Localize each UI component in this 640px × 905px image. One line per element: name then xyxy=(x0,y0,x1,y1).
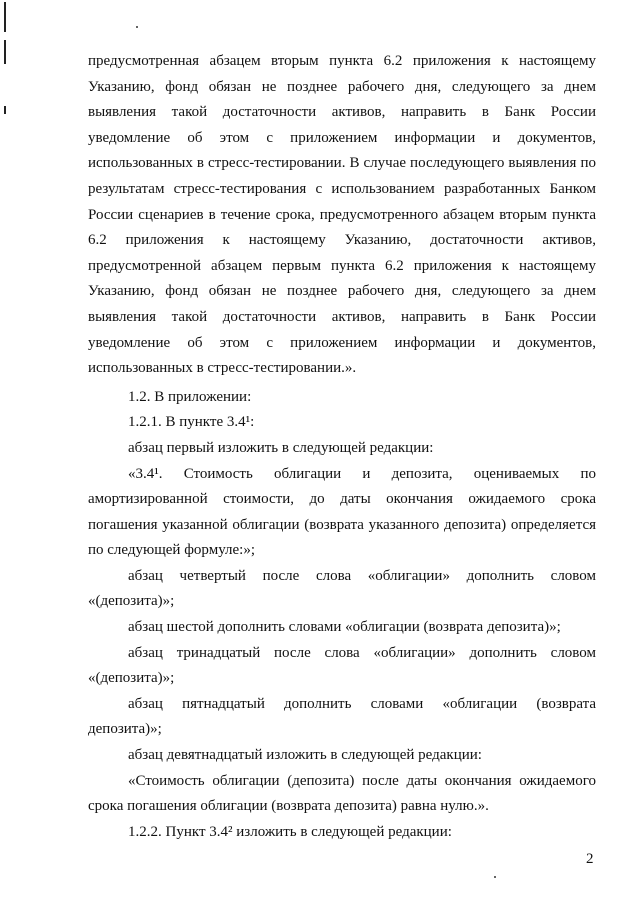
scan-artifact-line xyxy=(4,2,6,32)
paragraph: 1.2.2. Пункт 3.4² изложить в следующей редакции: xyxy=(128,823,452,840)
paragraph: абзац девятнадцатый изложить в следующей редакции: xyxy=(128,747,482,764)
paragraph: абзац первый изложить в следующей редакции: xyxy=(128,439,434,456)
paragraph: абзац тринадцатый после слова «облигации» дополнить словом «(депозита)»; xyxy=(88,644,596,687)
scan-artifact-line xyxy=(4,106,6,114)
paragraph: «3.4¹. Стоимость облигации и депозита, оцениваемых по амортизированной стоимости, до даты окончания ожидаемого срока погашения указанной облигации (возврата указанного депозита) определяется по следующей формуле:»; xyxy=(88,465,596,559)
paragraph: абзац пятнадцатый дополнить словами «облигации (возврата депозита)»; xyxy=(88,695,596,738)
scan-artifact-line xyxy=(4,40,6,64)
scan-artifact-dot xyxy=(494,876,496,878)
paragraph: «Стоимость облигации (депозита) после даты окончания ожидаемого срока погашения облигации (возврата депозита) равна нулю.». xyxy=(88,772,596,815)
paragraph: предусмотренная абзацем вторым пункта 6.2 приложения к настоящему Указанию, фонд обязан не позднее рабочего дня, следующего за днем выявления такой достаточности активов, направить в Банк России уведомление об этом с приложением информации и документов, использованных в стресс-тестировании. В случае последующего выявления по результатам стресс-тестирования с использованием разработанных Банком России сценариев в течение срока, предусмотренного абзацем вторым пункта 6.2 приложения к настоящему Указанию, достаточности активов, предусмотренной абзацем первым пункта 6.2 приложения к настоящему Указанию, фонд обязан не позднее рабочего дня, следующего за днем выявления такой достаточности активов, направить в Банк России уведомление об этом с приложением информации и документов, использованных в стресс-тестировании.». xyxy=(88,53,596,377)
paragraph: 1.2. В приложении: xyxy=(128,388,252,405)
paragraph: 1.2.1. В пункте 3.4¹: xyxy=(128,414,255,431)
page-number: 2 xyxy=(586,851,594,867)
scan-artifact-dot xyxy=(136,26,138,28)
paragraph: абзац четвертый после слова «облигации» дополнить словом «(депозита)»; xyxy=(88,567,596,610)
body-text xyxy=(88,49,596,845)
paragraph: абзац шестой дополнить словами «облигации (возврата депозита)»; xyxy=(128,619,561,636)
